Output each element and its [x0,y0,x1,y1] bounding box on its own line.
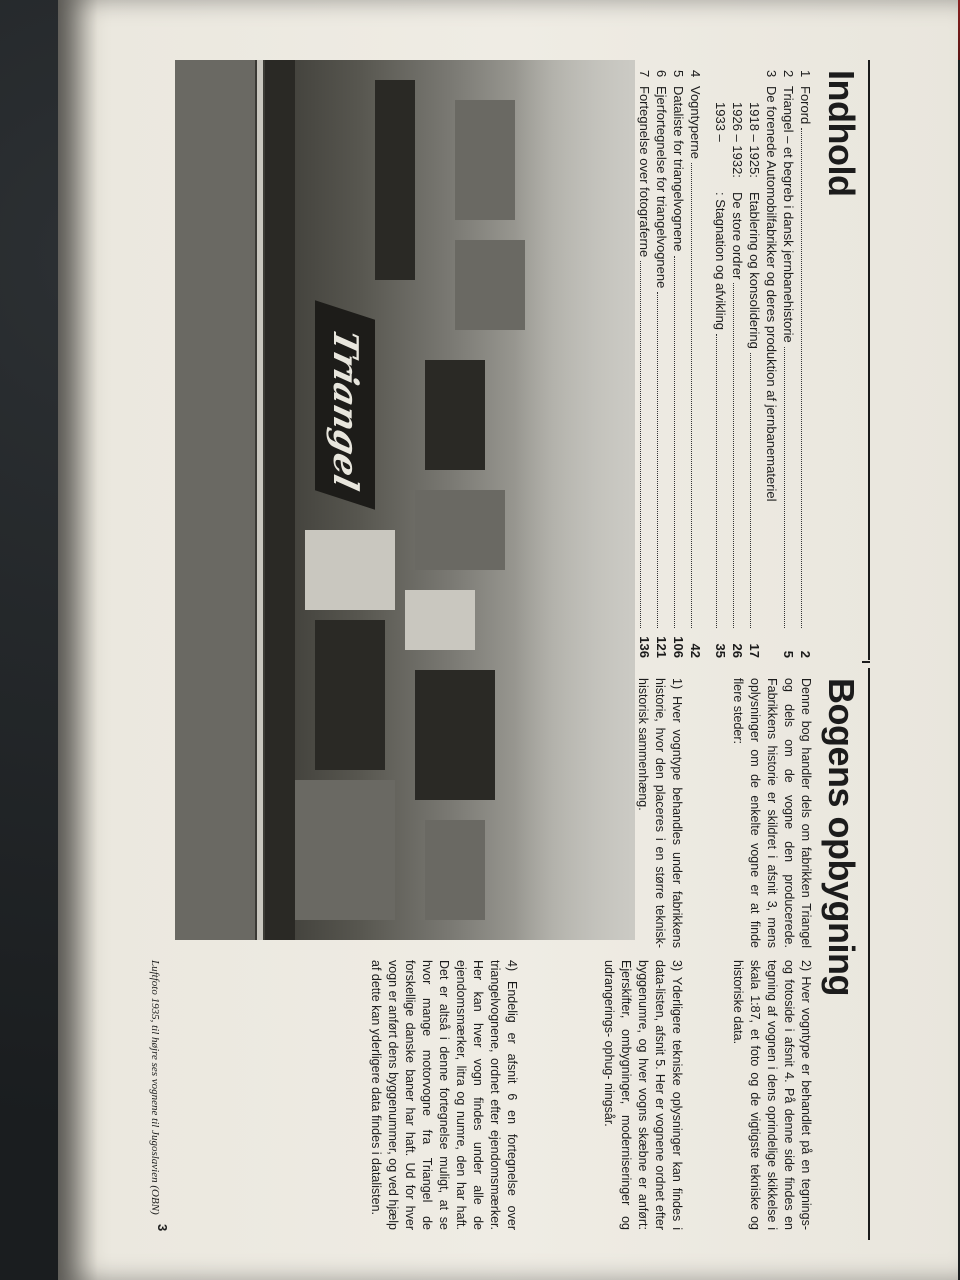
intro-paragraph: Denne bog handler dels om fabrikken Triangel og dels om de vogne den producerede. Fabrikkens historie er skildret i afsnit 3, mens oplysninger om de enkelte vogne er at finde flere steder: [731,678,813,948]
photo-sky-haze [515,60,635,940]
triangel-sign-text: Triangel [325,325,365,494]
toc-leader [691,163,703,628]
column-divider [862,661,870,663]
toc-subentry[interactable]: 1926 – 1932: De store ordrer 26 [730,102,745,658]
photo-caption: Luftfoto 1935, til højre ses vognene til Jugoslavien (OBN) [149,960,161,1215]
toc-leader [640,261,652,628]
page-number: 3 [155,1224,170,1232]
toc-leader [733,283,745,628]
top-rule-right [868,668,870,1240]
toc-subentry[interactable]: 1918 – 1925: Etablering og konsolidering 17 [747,102,762,658]
toc-leader [750,353,762,628]
toc-leader [657,292,669,628]
paragraph-1: 1) Hver vogntype behandles under fabrikkens historie, hvor den placeres i en større teknisk-historisk sammenhæng. [636,678,684,948]
toc-entry[interactable]: 6 Ejerfortegnelse for triangelvognene 121 [654,70,669,658]
section-title: Bogens opbygning [821,678,862,996]
paragraph-3: 3) Yderligere tekniske oplysninger kan findes i data-listen, afsnit 5. Her er vognene ordnet efter byggenumre, og hver vogns skæbne er anført: Ejerskifter, ombygninger, moderniseringer og udrangerings- ophug- ningsår. [602,960,684,1230]
paragraph-4: 4) Endelig er afsnit 6 en fortegnelse over triangelvognene, ordnet efter ejendomsmærker. Her kan hver vogn findes under alle de ejendomsmærker, litra og numre, den har haft. Det er altså i denne fortegnelse muligt, at se hvor mange motorvogne fra Triangel de forskellige danske baner har haft. Ud for hver vogn er anført dens byggenummer, og ved hjælp af dette kan yderligere data findes i datalisten. [369,960,519,1230]
page-spread [70,60,870,1240]
toc-entry[interactable]: 2 Triangel – et begreb i dansk jernbanehistorie 5 [781,70,796,658]
toc-entry[interactable]: 4 Vogntyperne 42 [688,70,703,658]
toc-leader [674,256,686,629]
toc-entry[interactable]: 1 Forord 2 [798,70,813,658]
toc-leader [801,128,813,628]
aerial-photo [175,60,635,940]
toc-entry[interactable]: 7 Fortegnelse over fotograferne 136 [637,70,652,658]
table-of-contents [636,70,814,658]
toc-subentry[interactable]: 1933 – : Stagnation og afvikling 35 [713,102,728,658]
paragraph-2: 2) Hver vogntype er behandlet på en tegnings- og fotoside i afsnit 4. På denne side findes en tegning af vognen i dens oprindelige skikkelse i skala 1:87, et foto og de vigtigste tekniske og historiske data. [731,960,813,1230]
toc-leader [784,347,796,628]
toc-leader [716,334,728,628]
top-rule-left [868,60,870,660]
toc-entry[interactable]: 3 De forenede Automobilfabrikker og deres produktion af jernbanemateriel [764,70,779,502]
toc-title: Indhold [821,70,862,197]
toc-entry[interactable]: 5 Dataliste for triangelvognene 106 [671,70,686,658]
